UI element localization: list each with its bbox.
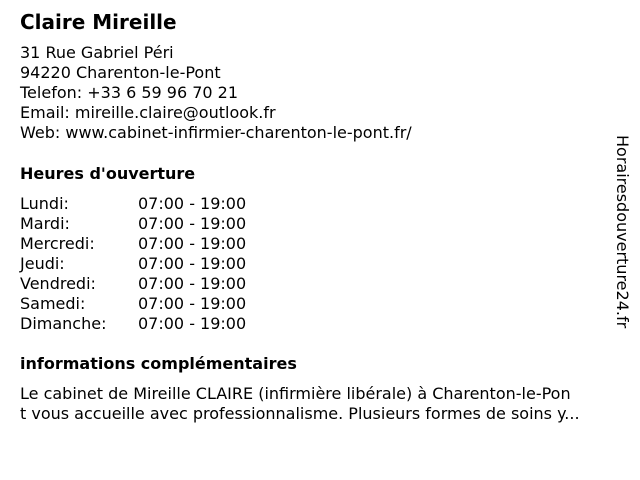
brand-watermark: Horairesdouverture24.fr <box>613 135 632 329</box>
hours-heading: Heures d'ouverture <box>20 164 196 183</box>
hours-row-dimanche <box>20 314 246 334</box>
hours-row-lundi <box>20 194 246 214</box>
contact-block <box>20 43 412 143</box>
description-text <box>20 384 630 424</box>
hours-time: 07:00 - 19:00 <box>138 194 247 213</box>
hours-day: Dimanche: <box>20 314 107 333</box>
hours-day: Lundi: <box>20 194 69 213</box>
hours-time: 07:00 - 19:00 <box>138 234 247 253</box>
hours-time: 07:00 - 19:00 <box>138 254 247 273</box>
hours-day: Vendredi: <box>20 274 96 293</box>
page-title: Claire Mireille <box>20 10 177 34</box>
hours-row-vendredi <box>20 274 246 294</box>
hours-table <box>20 194 246 334</box>
hours-row-samedi <box>20 294 246 314</box>
hours-time: 07:00 - 19:00 <box>138 274 247 293</box>
hours-row-mercredi <box>20 234 246 254</box>
hours-row-jeudi <box>20 254 246 274</box>
website-address: Web: www.cabinet-infirmier-charenton-le-pont.fr/ <box>20 123 412 142</box>
hours-day: Mardi: <box>20 214 70 233</box>
description-line: Le cabinet de Mireille CLAIRE (infirmière libérale) à Charenton-le-Pon <box>20 384 571 403</box>
hours-day: Jeudi: <box>20 254 65 273</box>
description-line: t vous accueille avec professionnalisme. Plusieurs formes de soins y... <box>20 404 580 423</box>
address-city: 94220 Charenton-le-Pont <box>20 63 221 82</box>
hours-day: Samedi: <box>20 294 86 313</box>
info-heading: informations complémentaires <box>20 354 297 373</box>
email-address: Email: mireille.claire@outlook.fr <box>20 103 276 122</box>
address-street: 31 Rue Gabriel Péri <box>20 43 174 62</box>
hours-time: 07:00 - 19:00 <box>138 294 247 313</box>
hours-day: Mercredi: <box>20 234 95 253</box>
phone-number: Telefon: +33 6 59 96 70 21 <box>20 83 239 102</box>
hours-time: 07:00 - 19:00 <box>138 214 247 233</box>
hours-time: 07:00 - 19:00 <box>138 314 247 333</box>
hours-row-mardi <box>20 214 246 234</box>
